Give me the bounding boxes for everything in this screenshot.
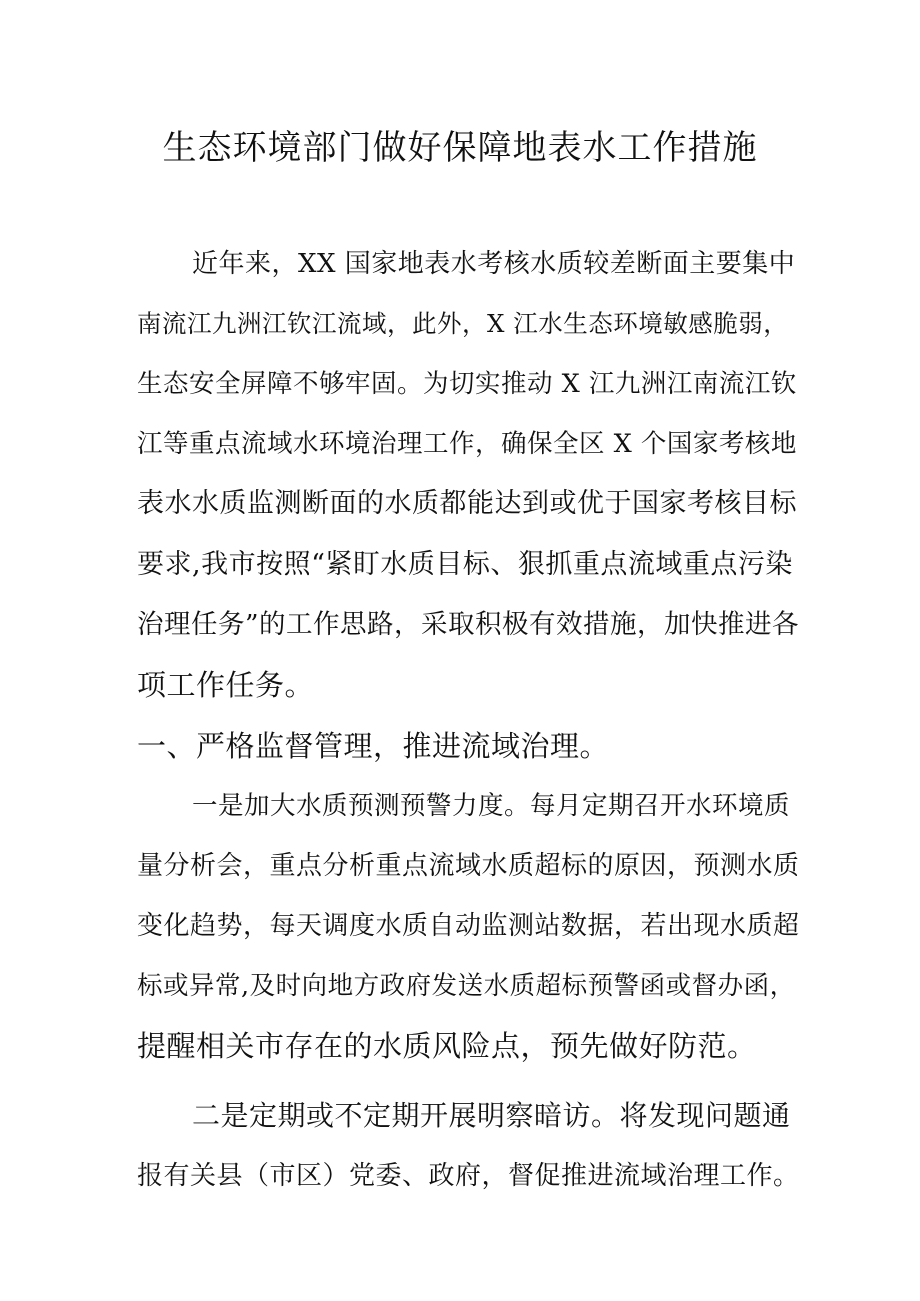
document-title: 生态环境部门做好保障地表水工作措施: [162, 128, 758, 168]
intro-line-2: 南流江九洲江钦江流域，此外，X 江水生态环境敏感脆弱，: [137, 309, 789, 338]
para2-line-2: 报有关县（市区）党委、政府，督促推进流域治理工作。: [137, 1161, 800, 1191]
para1-line-4: 标或异常,及时向地方政府发送水质超标预警函或督办函，: [137, 971, 796, 1001]
para2-line-1: 二是定期或不定期开展明察暗访。将发现问题通: [192, 1099, 791, 1132]
para1-line-3: 变化趋势，每天调度水质自动监测站数据，若出现水质超: [137, 911, 800, 941]
intro-line-3: 生态安全屏障不够牢固。为切实推动 X 江九洲江南流江钦: [137, 369, 797, 399]
intro-line-1: 近年来，XX 国家地表水考核水质较差断面主要集中: [192, 249, 796, 279]
intro-line-8: 项工作任务。: [137, 668, 315, 702]
intro-line-6: 要求,我市按照“紧盯水质目标、狠抓重点流域重点污染: [137, 549, 793, 580]
intro-line-4: 江等重点流域水环境治理工作，确保全区 X 个国家考核地: [137, 429, 797, 459]
intro-line-7: 治理任务”的工作思路，采取积极有效措施，加快推进各: [137, 609, 800, 640]
para1-line-5: 提醒相关市存在的水质风险点，预先做好防范。: [137, 1029, 757, 1063]
intro-line-5: 表水水质监测断面的水质都能达到或优于国家考核目标: [137, 488, 797, 519]
para1-line-2: 量分析会，重点分析重点流域水质超标的原因，预测水质: [137, 851, 800, 881]
para1-line-1: 一是加大水质预测预警力度。每月定期召开水环境质: [192, 791, 791, 821]
section-1-heading: 一、严格监督管理，推进流域治理。: [137, 729, 610, 763]
